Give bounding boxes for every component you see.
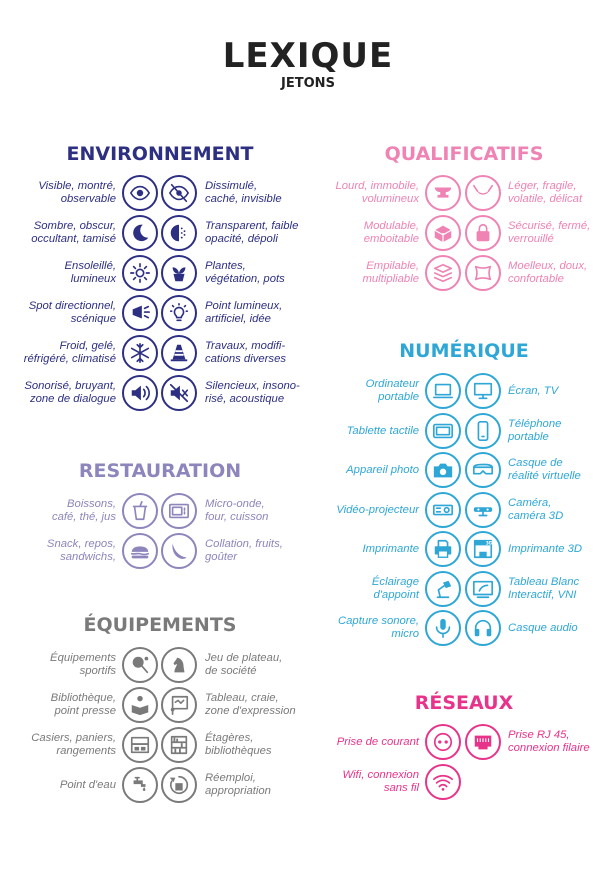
water-tap-icon-graphic [129, 774, 151, 796]
svg-text:3D: 3D [485, 541, 493, 547]
lightbulb-icon-graphic [168, 302, 190, 324]
term-label: Moelleux, doux, confortable [508, 260, 588, 285]
moon-icon [122, 215, 158, 251]
microphone-icon [425, 610, 461, 646]
wifi-icon-graphic [432, 771, 454, 793]
sandwich-icon-graphic [129, 540, 151, 562]
eye-hidden-icon-graphic [168, 182, 190, 204]
page-subtitle: JETONS [281, 76, 335, 91]
desk-lamp-icon-graphic [432, 578, 454, 600]
term-label: Imprimante [362, 542, 419, 555]
snowflake-icon [122, 335, 158, 371]
whiteboard-icon [465, 571, 501, 607]
section-title-qualificatifs: QUALIFICATIFS [384, 143, 544, 165]
desk-lamp-icon [425, 571, 461, 607]
plant-pot-icon [161, 255, 197, 291]
sun-icon-graphic [129, 262, 151, 284]
anvil-icon [425, 175, 461, 211]
term-label: Éclairage d'appoint [371, 576, 419, 601]
chess-knight-icon-graphic [168, 654, 190, 676]
term-label: Étagères, bibliothèques [205, 732, 272, 757]
term-label: Jeu de plateau, de société [205, 652, 283, 677]
term-label: Tableau, craie, zone d'expression [205, 692, 296, 717]
webcam-3d-icon [465, 492, 501, 528]
cup-icon [122, 493, 158, 529]
padlock-icon-graphic [472, 222, 494, 244]
term-label: Froid, gelé, réfrigéré, climatisé [23, 340, 116, 365]
term-label: Wifi, connexion sans fil [342, 769, 419, 794]
term-label: Silencieux, insono- risé, acoustique [205, 380, 300, 405]
microwave-icon [161, 493, 197, 529]
laptop-icon-graphic [432, 380, 454, 402]
eye-hidden-icon [161, 175, 197, 211]
sun-icon [122, 255, 158, 291]
traffic-cone-icon [161, 335, 197, 371]
reader-icon-graphic [129, 694, 151, 716]
headphones-icon-graphic [472, 617, 494, 639]
vr-headset-icon-graphic [472, 459, 494, 481]
term-label: Vidéo-projecteur [336, 503, 419, 516]
section-title-environnement: ENVIRONNEMENT [66, 143, 254, 165]
ping-pong-icon [122, 647, 158, 683]
term-label: Ensoleillé, lumineux [64, 260, 116, 285]
term-label: Écran, TV [508, 384, 559, 397]
hammock-icon-graphic [472, 182, 494, 204]
phone-icon [465, 413, 501, 449]
half-pattern-icon-graphic [168, 222, 190, 244]
banana-icon [161, 533, 197, 569]
chess-knight-icon [161, 647, 197, 683]
term-label: Spot directionnel, scénique [28, 300, 116, 325]
term-label: Téléphone portable [508, 418, 562, 443]
term-label: Tablette tactile [346, 424, 419, 437]
whiteboard-icon-graphic [472, 578, 494, 600]
water-tap-icon [122, 767, 158, 803]
projector-icon [425, 492, 461, 528]
microphone-icon-graphic [432, 617, 454, 639]
anvil-icon-graphic [432, 182, 454, 204]
microwave-icon-graphic [168, 500, 190, 522]
moon-icon-graphic [129, 222, 151, 244]
banana-icon-graphic [168, 540, 190, 562]
term-label: Micro-onde, four, cuisson [205, 498, 269, 523]
camera-icon [425, 452, 461, 488]
term-label: Réemploi, appropriation [205, 772, 271, 797]
power-outlet-icon [425, 724, 461, 760]
eye-icon-graphic [129, 182, 151, 204]
shelves-icon-graphic [168, 734, 190, 756]
ping-pong-icon-graphic [129, 654, 151, 676]
headphones-icon [465, 610, 501, 646]
term-label: Bibliothèque, point presse [50, 692, 116, 717]
lightbulb-icon [161, 295, 197, 331]
modular-box-icon [425, 215, 461, 251]
printer-3d-icon-graphic [472, 538, 494, 560]
speaker-icon-graphic [129, 382, 151, 404]
ethernet-port-icon-graphic [472, 731, 494, 753]
term-label: Empilable, multipliable [362, 260, 419, 285]
traffic-cone-icon-graphic [168, 342, 190, 364]
term-label: Prise RJ 45, connexion filaire [508, 729, 590, 754]
term-label: Point lumineux, artificiel, idée [205, 300, 283, 325]
ethernet-port-icon [465, 724, 501, 760]
printer-3d-icon [465, 531, 501, 567]
stack-icon-graphic [432, 262, 454, 284]
term-label: Capture sonore, micro [337, 615, 419, 640]
term-label: Point d'eau [59, 778, 116, 791]
term-label: Casiers, paniers, rangements [31, 732, 116, 757]
section-title-reseaux: RÉSEAUX [414, 692, 514, 714]
cushion-icon-graphic [472, 262, 494, 284]
section-title-equipements: ÉQUIPEMENTS [83, 614, 237, 636]
term-label: Lourd, immobile, volumineux [335, 180, 419, 205]
cup-icon-graphic [129, 500, 151, 522]
chalkboard-icon [161, 687, 197, 723]
stack-icon [425, 255, 461, 291]
speaker-mute-icon-graphic [168, 382, 190, 404]
plant-pot-icon-graphic [168, 262, 190, 284]
term-label: Prise de courant [336, 735, 419, 748]
term-label: Travaux, modifi- cations diverses [205, 340, 286, 365]
section-title-restauration: RESTAURATION [78, 460, 242, 482]
term-label: Tableau Blanc Interactif, VNI [508, 576, 580, 601]
printer-icon-graphic [432, 538, 454, 560]
term-label: Casque audio [508, 621, 578, 634]
term-label: Imprimante 3D [508, 542, 583, 555]
camera-icon-graphic [432, 459, 454, 481]
tablet-icon-graphic [432, 420, 454, 442]
tablet-icon [425, 413, 461, 449]
hammock-icon [465, 175, 501, 211]
term-label: Modulable, emboitable [363, 220, 419, 245]
speaker-mute-icon [161, 375, 197, 411]
projector-icon-graphic [432, 499, 454, 521]
term-label: Sécurisé, fermé, verrouillé [508, 220, 591, 245]
half-pattern-icon [161, 215, 197, 251]
vr-headset-icon [465, 452, 501, 488]
lockers-icon-graphic [129, 734, 151, 756]
term-label: Dissimulé, caché, invisible [205, 180, 282, 205]
webcam-3d-icon-graphic [472, 499, 494, 521]
sandwich-icon [122, 533, 158, 569]
snowflake-icon-graphic [129, 342, 151, 364]
term-label: Visible, montré, observable [38, 180, 116, 205]
term-label: Appareil photo [346, 463, 419, 476]
shelves-icon [161, 727, 197, 763]
page-title: LEXIQUE [222, 36, 394, 76]
term-label: Plantes, végétation, pots [205, 260, 285, 285]
monitor-icon-graphic [472, 380, 494, 402]
printer-icon [425, 531, 461, 567]
phone-icon-graphic [472, 420, 494, 442]
term-label: Boissons, café, thé, jus [51, 498, 116, 523]
section-title-numerique: NUMÉRIQUE [399, 340, 529, 362]
lockers-icon [122, 727, 158, 763]
term-label: Snack, repos, sandwichs, [46, 538, 116, 563]
recycle-icon [161, 767, 197, 803]
term-label: Caméra, caméra 3D [508, 497, 564, 522]
spotlight-icon-graphic [129, 302, 151, 324]
modular-box-icon-graphic [432, 222, 454, 244]
reader-icon [122, 687, 158, 723]
spotlight-icon [122, 295, 158, 331]
recycle-icon-graphic [168, 774, 190, 796]
wifi-icon [425, 764, 461, 800]
term-label: Sonorisé, bruyant, zone de dialogue [24, 380, 116, 405]
term-label: Équipements sportifs [50, 652, 116, 677]
speaker-icon [122, 375, 158, 411]
chalkboard-icon-graphic [168, 694, 190, 716]
term-label: Casque de réalité virtuelle [508, 457, 581, 482]
laptop-icon [425, 373, 461, 409]
term-label: Sombre, obscur, occultant, tamisé [31, 220, 116, 245]
eye-icon [122, 175, 158, 211]
cushion-icon [465, 255, 501, 291]
term-label: Léger, fragile, volatile, délicat [508, 180, 583, 205]
power-outlet-icon-graphic [432, 731, 454, 753]
term-label: Transparent, faible opacité, dépoli [205, 220, 299, 245]
padlock-icon [465, 215, 501, 251]
term-label: Ordinateur portable [365, 378, 419, 403]
monitor-icon [465, 373, 501, 409]
term-label: Collation, fruits, goûter [205, 538, 283, 563]
